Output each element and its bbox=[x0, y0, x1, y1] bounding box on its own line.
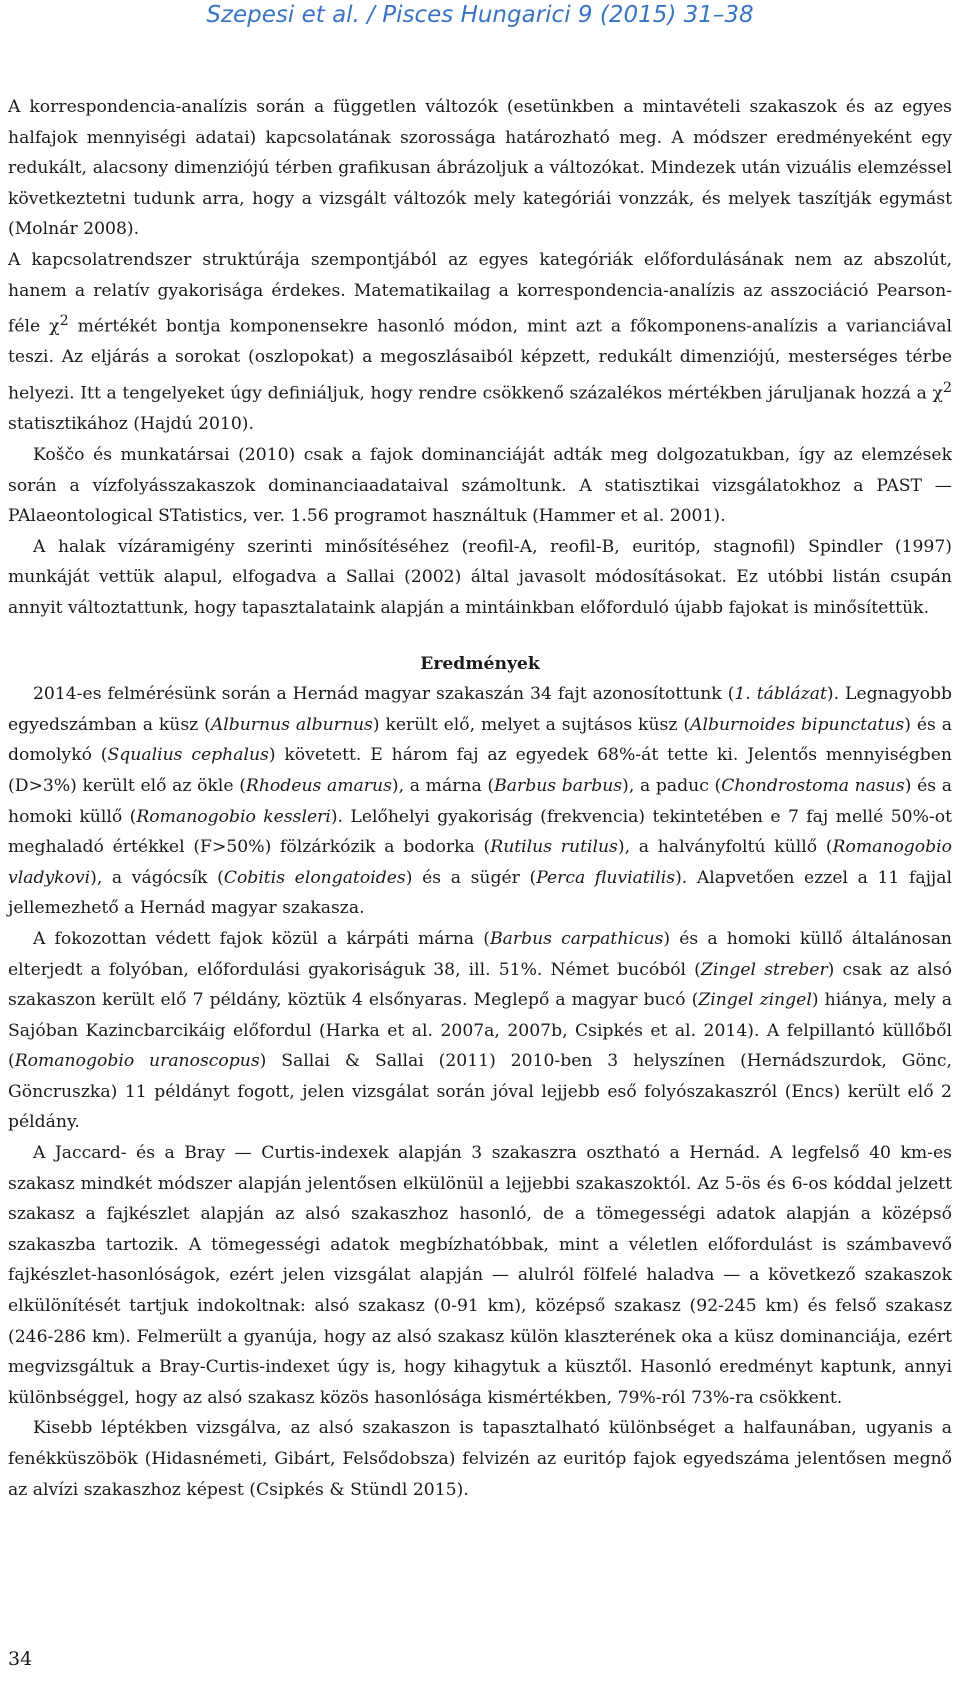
body-text bbox=[8, 92, 952, 1505]
paragraph-correspondence-analysis: A korrespondencia-analízis során a független változók (esetünkben a mintavételi szakaszok és az egyes halfajok mennyiségi adatai) kapcsolatának szorossága határozható meg. A módszer eredményeként egy redukált, alacsony dimenziójú térben grafikusan ábrázoljuk a változókat. Mindezek után vizuális elemzéssel következtetni tudunk arra, hogy a vizsgált változók mely kategóriái vonzzák, és melyek taszítják egymást (Molnár 2008). bbox=[8, 97, 952, 240]
paragraph-similarity-indices: A Jaccard- és a Bray — Curtis-indexek alapján 3 szakaszra osztható a Hernád. A legfelső 40 km-es szakasz mindkét módszer alapján jelentősen elkülönül a lejjebbi szakaszoktól. Az 5-ös és 6-os kóddal jelzett szakasz a fajkészlet alapján az alsó szakaszhoz hasonló, de a tömegességi adatok alapján a középső szakaszba tartozik. A tömegességi adatok megbízhatóbbak, mint a véletlen előfordulást is számbavevő fajkészlet-hasonlóságok, ezért jelen vizsgálat alapján — alulról fölfelé haladva — a következő szakaszok elkülönítését tartjuk indokoltnak: alsó szakasz (0-91 km), középső szakasz (92-245 km) és felső szakasz (246-286 km). Felmerült a gyanúja, hogy az alsó szakasz külön klaszterének oka a küsz dominanciája, ezért megvizsgáltuk a Bray-Curtis-indexet úgy is, hogy kihagytuk a küsztől. Hasonló eredményt kaptunk, annyi különbséggel, hogy az alsó szakasz közös hasonlósága kismértékben, 79%-ról 73%-ra csökkent. bbox=[8, 1143, 952, 1408]
page-number: 34 bbox=[8, 1648, 33, 1670]
paragraph-statistics: Koščo és munkatársai (2010) csak a fajok dominanciáját adták meg dolgozatukban, így az elemzések során a vízfolyásszakaszok dominanciaadataival számoltunk. A statisztikai vizsgálatokhoz a PAST — PAlaeontological STatistics, ver. 1.56 programot használtuk (Hammer et al. 2001). bbox=[8, 445, 952, 527]
section-heading: Eredmények bbox=[420, 653, 540, 674]
paragraph-structure: A kapcsolatrendszer struktúrája szempontjából az egyes kategóriák előfordulásának nem az abszolút, hanem a relatív gyakorisága érdekes. Matematikailag a korrespondencia-analízis az asszociáció Pearson-féle $\chi^2$ mértékét bontja komponensekre hasonló módon, mint azt a főkomponens-analízis a varianciával teszi. Az eljárás a sorokat (oszlopokat) a megoszlásaiból képzett, redukált dimenziójú, mesterséges térbe helyezi. Itt a tengelyeket úgy definiáljuk, hogy rendre csökkenő százalékos mértékben járuljanak hozzá a $\chi^2$ statisztikához (Hajdú 2010). bbox=[8, 249, 952, 435]
running-header: Szepesi et al. / Pisces Hungarici 9 (2015) 31–38 bbox=[206, 2, 754, 28]
paragraph-species-survey: 2014-es felmérésünk során a Hernád magyar szakaszán 34 fajt azonosítottunk (1. táblázat). Legnagyobb egyedszámban a küsz (Alburnus alburnus) került elő, melyet a sujtásos küsz (Alburnoides bipunctatus) és a domolykó (Squalius cephalus) követett. E három faj az egyedek 68%-át tette ki. Jelentős mennyiségben (D>3%) került elő az ökle (Rhodeus amarus), a márna (Barbus barbus), a paduc (Chondrostoma nasus) és a homoki küllő (Romanogobio kessleri). Lelőhelyi gyakoriság (frekvencia) tekintetében e 7 faj mellé 50%-ot meghaladó értékkel (F>50%) fölzárkózik a bodorka (Rutilus rutilus), a halványfoltú küllő (Romanogobio vladykovi), a vágócsík (Cobitis elongatoides) és a sügér (Perca fluviatilis). Alapvetően ezzel a 11 fajjal jellemezhető a Hernád magyar szakasza. bbox=[8, 684, 953, 919]
paragraph-flow-demand: A halak vízáramigény szerinti minősítéséhez (reofil-A, reofil-B, euritóp, stagnofil) Spindler (1997) munkáját vettük alapul, elfogadva a Sallai (2002) által javasolt módosításokat. Ez utóbbi listán csupán annyit változtattunk, hogy tapasztalataink alapján a mintáinkban előforduló újabb fajokat is minősítettük. bbox=[8, 536, 952, 618]
paragraph-protected-species: A fokozottan védett fajok közül a kárpáti márna (Barbus carpathicus) és a homoki küllő általánosan elterjedt a folyóban, előfordulási gyakoriságuk 38, ill. 51%. Német bucóból (Zingel streber) csak az alsó szakaszon került elő 7 példány, köztük 4 elsőnyaras. Meglepő a magyar bucó (Zingel zingel) hiánya, mely a Sajóban Kazincbarcikáig előfordul (Harka et al. 2007a, 2007b, Csipkés et al. 2014). A felpillantó küllőből (Romanogobio uranoscopus) Sallai & Sallai (2011) 2010-ben 3 helyszínen (Hernádszurdok, Gönc, Göncruszka) 11 példányt fogott, jelen vizsgálat során jóval lejjebb eső folyószakaszról (Encs) került elő 2 példány. bbox=[8, 928, 953, 1133]
paragraph-smaller-scale: Kisebb léptékben vizsgálva, az alsó szakaszon is tapasztalható különbséget a halfaunában, ugyanis a fenékküszöbök (Hidasnémeti, Gibárt, Felsődobsza) felvizén az euritóp fajok egyedszáma jelentősen megnő az alvízi szakaszhoz képest (Csipkés & Stündl 2015). bbox=[8, 1418, 952, 1500]
